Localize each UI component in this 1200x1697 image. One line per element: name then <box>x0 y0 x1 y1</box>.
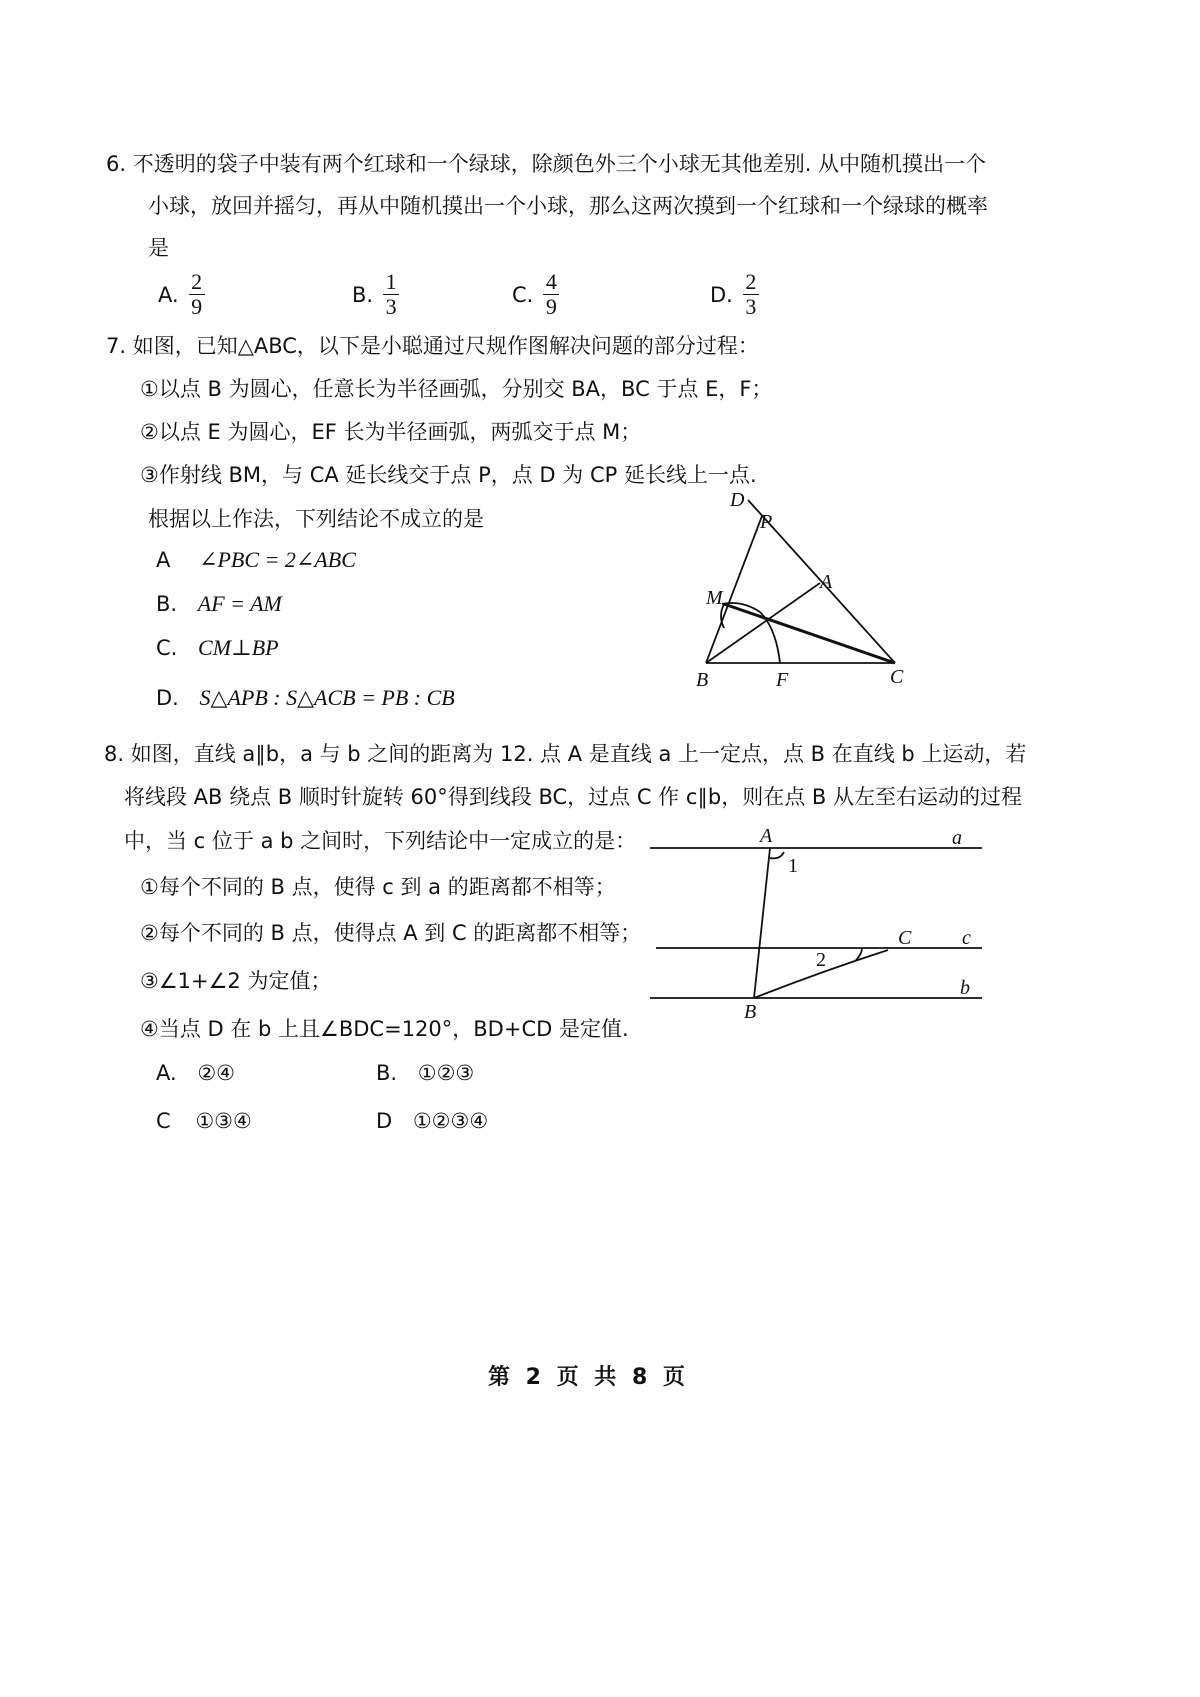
numerator: 2 <box>191 269 203 294</box>
option-label: B. <box>352 282 374 307</box>
option-text: AF = AM <box>197 591 282 616</box>
label-a-line: a <box>952 827 962 849</box>
option-label: D <box>376 1109 393 1133</box>
q8-option-a <box>156 1061 235 1085</box>
label-b: B <box>696 669 709 691</box>
q8-statement4: ④当点 D 在 b 上且∠BDC=120°，BD+CD 是定值. <box>140 1017 629 1041</box>
option-text: CM⊥BP <box>198 635 279 660</box>
option-text: ∠PBC = 2∠ABC <box>199 547 356 572</box>
q6-option-b <box>352 270 399 319</box>
option-text: ①②③ <box>417 1061 475 1085</box>
label-m: M <box>706 587 723 609</box>
option-label: B. <box>156 592 178 616</box>
q8-option-b <box>376 1061 474 1085</box>
option-text: ①②③④ <box>412 1109 489 1133</box>
q6-option-a <box>158 270 205 319</box>
option-label: C <box>156 1109 171 1133</box>
q8-statement2: ②每个不同的 B 点，使得点 A 到 C 的距离都不相等； <box>140 921 642 945</box>
option-label: D. <box>710 282 733 307</box>
option-label: A. <box>158 282 179 307</box>
q7-line1: 7. 如图，已知△ABC，以下是小聪通过尺规作图解决问题的部分过程： <box>106 334 759 358</box>
q8-line3: 中，当 c 位于 a b 之间时，下列结论中一定成立的是： <box>124 829 637 853</box>
label-b-line: b <box>960 977 970 999</box>
numerator: 1 <box>385 269 397 294</box>
denominator: 9 <box>191 294 203 319</box>
q8-option-d <box>376 1109 488 1133</box>
q7-option-a <box>156 547 356 573</box>
q6-line2: 小球，放回并摇匀，再从中随机摸出一个小球，那么这两次摸到一个红球和一个绿球的概率 <box>148 194 988 218</box>
q7-figure <box>680 488 940 698</box>
q7-option-d <box>156 685 455 711</box>
label-c: C <box>890 666 904 688</box>
fraction <box>383 270 399 319</box>
option-text: ①③④ <box>195 1109 252 1133</box>
label-b-point: B <box>744 1001 757 1022</box>
option-text: S△APB : S△ACB = PB : CB <box>199 685 455 710</box>
option-label: C. <box>512 282 534 307</box>
q6-option-c <box>512 270 559 319</box>
q7-step3: ③作射线 BM，与 CA 延长线交于点 P，点 D 为 CP 延长线上一点. <box>140 463 757 487</box>
q8-line1: 8. 如图，直线 a∥b，a 与 b 之间的距离为 12. 点 A 是直线 a 上一定点，点 B 在直线 b 上运动，若 <box>104 742 1027 766</box>
label-f: F <box>776 669 789 691</box>
option-text: ②④ <box>197 1061 236 1085</box>
option-label: A <box>156 548 171 572</box>
label-d: D <box>730 489 745 511</box>
q8-statement1: ①每个不同的 B 点，使得 c 到 a 的距离都不相等； <box>140 875 616 899</box>
q7-step2: ②以点 E 为圆心，EF 长为半径画弧，两弧交于点 M； <box>140 420 642 444</box>
q7-prompt: 根据以上作法，下列结论不成立的是 <box>148 507 484 531</box>
q8-statement3: ③∠1+∠2 为定值； <box>140 969 332 993</box>
label-1: 1 <box>788 855 798 877</box>
numerator: 4 <box>545 269 557 294</box>
label-c-point: C <box>898 927 912 949</box>
label-2: 2 <box>816 949 826 971</box>
q8-option-c <box>156 1109 252 1133</box>
option-label: B. <box>376 1061 398 1085</box>
q7-option-b <box>156 591 282 617</box>
label-p: P <box>760 511 773 533</box>
denominator: 3 <box>745 294 757 319</box>
option-label: C. <box>156 636 178 660</box>
denominator: 9 <box>545 294 557 319</box>
page-footer: 第 2 页 共 8 页 <box>488 1365 689 1390</box>
label-c-line: c <box>962 927 971 949</box>
segment-ab <box>754 848 770 998</box>
label-a-point: A <box>760 825 773 847</box>
q7-step1: ①以点 B 为圆心，任意长为半径画弧，分别交 BA，BC 于点 E，F； <box>140 377 773 401</box>
q8-line2: 将线段 AB 绕点 B 顺时针旋转 60°得到线段 BC，过点 C 作 c∥b，则在点 B 从左至右运动的过程 <box>124 785 1022 809</box>
fraction <box>543 270 559 319</box>
denominator: 3 <box>385 294 397 319</box>
fraction <box>743 270 759 319</box>
q6-line3: 是 <box>148 236 169 260</box>
q7-option-c <box>156 635 279 661</box>
fraction <box>189 270 205 319</box>
segment-ba <box>706 583 820 663</box>
numerator: 2 <box>745 269 757 294</box>
label-a: A <box>820 571 833 593</box>
angle-1-arc <box>770 852 784 858</box>
option-label: A. <box>156 1061 177 1085</box>
q6-line1: 6. 不透明的袋子中装有两个红球和一个绿球，除颜色外三个小球无其他差别. 从中随机摸出一个 <box>106 152 987 176</box>
option-label: D. <box>156 686 179 710</box>
q8-figure <box>640 822 990 1022</box>
q6-option-d <box>710 270 759 319</box>
